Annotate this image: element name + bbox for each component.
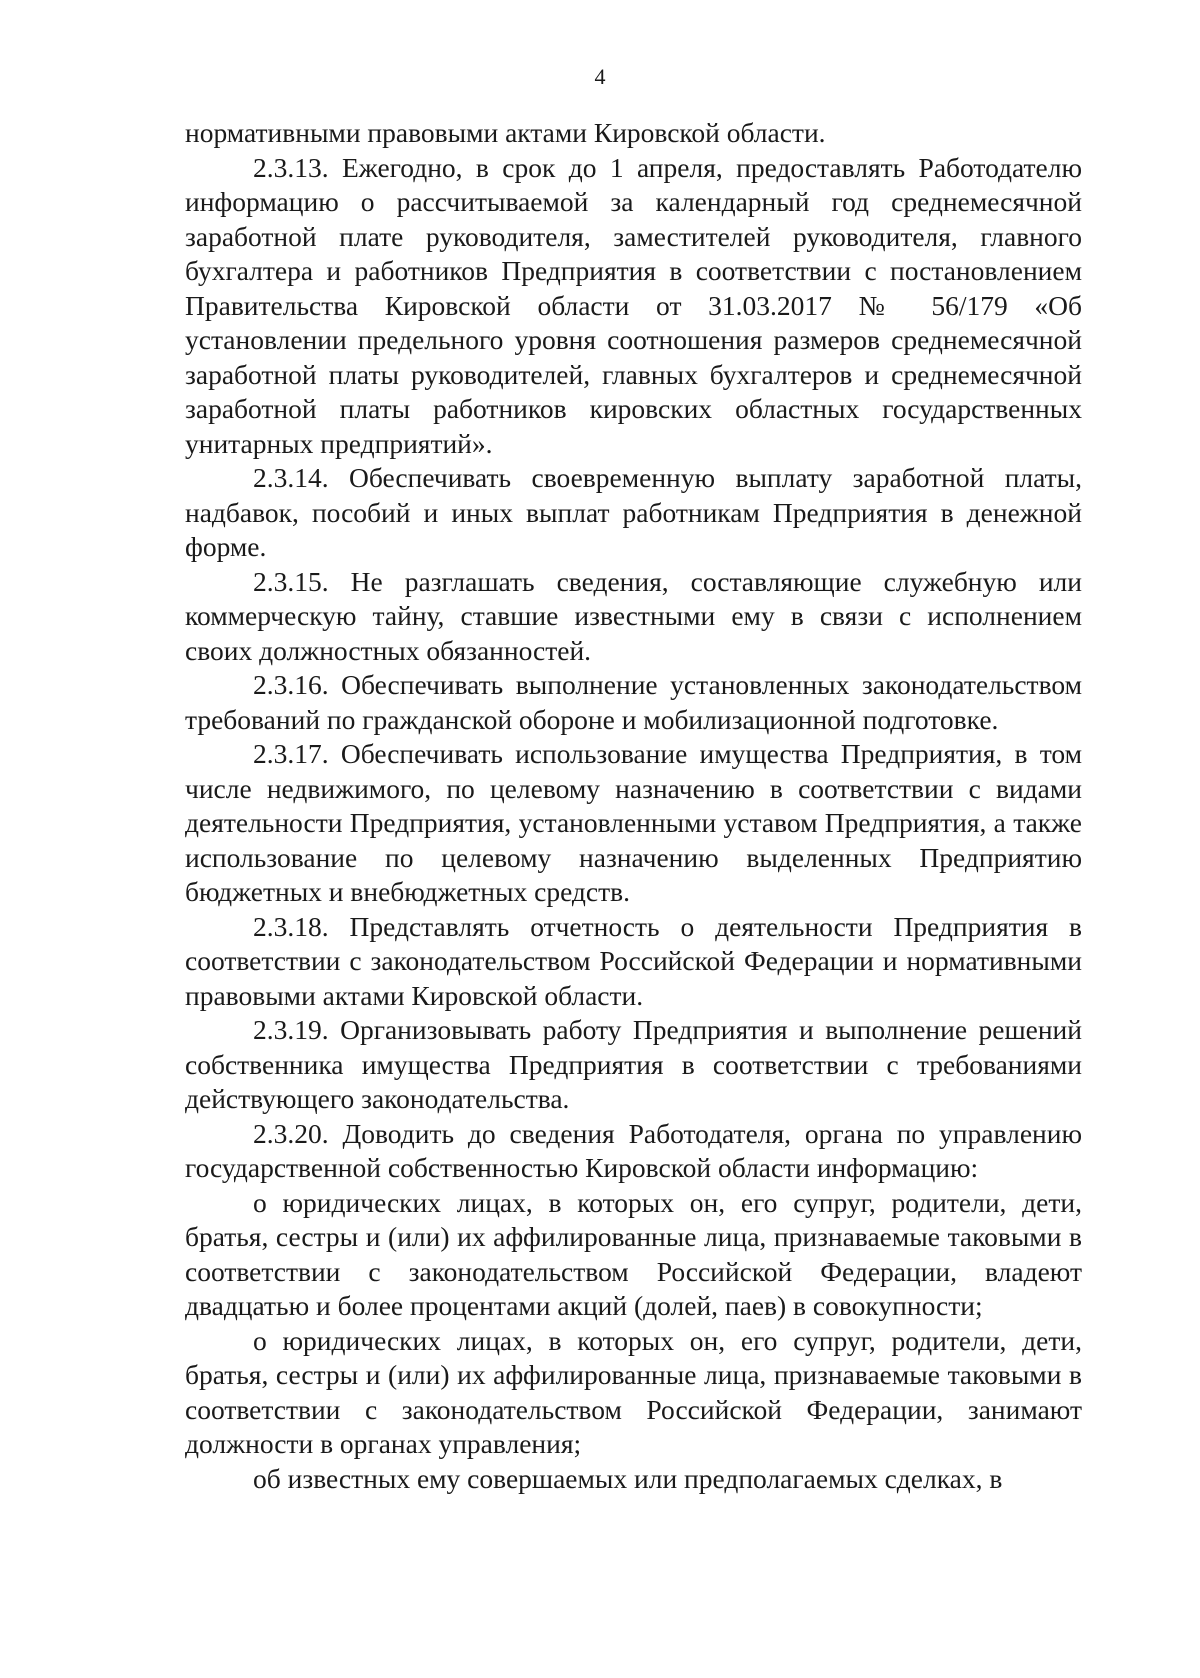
page-number: 4: [594, 64, 606, 89]
paragraph-list-item-shares: о юридических лицах, в которых он, его супруг, родители, дети, братья, сестры и (или) их аффилированные лица, признаваемые таковыми в соответствии с законодательством Российской Федерации, владеют двадцатью и более процентами акций (долей, паев) в совокупности;: [185, 1186, 1082, 1321]
document-body: [185, 116, 1082, 1496]
paragraph-2-3-13: 2.3.13. Ежегодно, в срок до 1 апреля, предоставлять Работодателю информацию о рассчитываемой за календарный год среднемесячной заработной плате руководителя, заместителей руководителя, главного бухгалтера и работников Предприятия в соответствии с постановлением Правительства Кировской области от 31.03.2017 № 56/179 «Об установлении предельного уровня соотношения размеров среднемесячной заработной платы руководителей, главных бухгалтеров и среднемесячной заработной платы работников кировских областных государственных унитарных предприятий».: [185, 151, 1082, 459]
paragraph-list-item-positions: о юридических лицах, в которых он, его супруг, родители, дети, братья, сестры и (или) их аффилированные лица, признаваемые таковыми в соответствии с законодательством Российской Федерации, занимают должности в органах управления;: [185, 1324, 1082, 1459]
paragraph-2-3-17: 2.3.17. Обеспечивать использование имущества Предприятия, в том числе недвижимого, по целевому назначению в соответствии с видами деятельности Предприятия, установленными уставом Предприятия, а также использование по целевому назначению выделенных Предприятию бюджетных и внебюджетных средств.: [185, 738, 1082, 907]
paragraph-2-3-15: 2.3.15. Не разглашать сведения, составляющие служебную или коммерческую тайну, ставшие известными ему в связи с исполнением своих должностных обязанностей.: [185, 565, 1082, 666]
paragraph-2-3-20: 2.3.20. Доводить до сведения Работодателя, органа по управлению государственной собственностью Кировской области информацию:: [185, 1117, 1082, 1183]
paragraph-2-3-19: 2.3.19. Организовывать работу Предприятия и выполнение решений собственника имущества Предприятия в соответствии с требованиями действующего законодательства.: [185, 1014, 1082, 1114]
paragraph-continuation: нормативными правовыми актами Кировской области.: [185, 117, 826, 148]
paragraph-2-3-18: 2.3.18. Представлять отчетность о деятельности Предприятия в соответствии с законодательством Российской Федерации и нормативными правовыми актами Кировской области.: [185, 910, 1082, 1011]
paragraph-2-3-16: 2.3.16. Обеспечивать выполнение установленных законодательством требований по гражданской обороне и мобилизационной подготовке.: [185, 669, 1082, 735]
paragraph-2-3-14: 2.3.14. Обеспечивать своевременную выплату заработной платы, надбавок, пособий и иных выплат работникам Предприятия в денежной форме.: [185, 462, 1082, 562]
paragraph-list-item-deals: об известных ему совершаемых или предполагаемых сделках, в: [253, 1462, 1003, 1494]
